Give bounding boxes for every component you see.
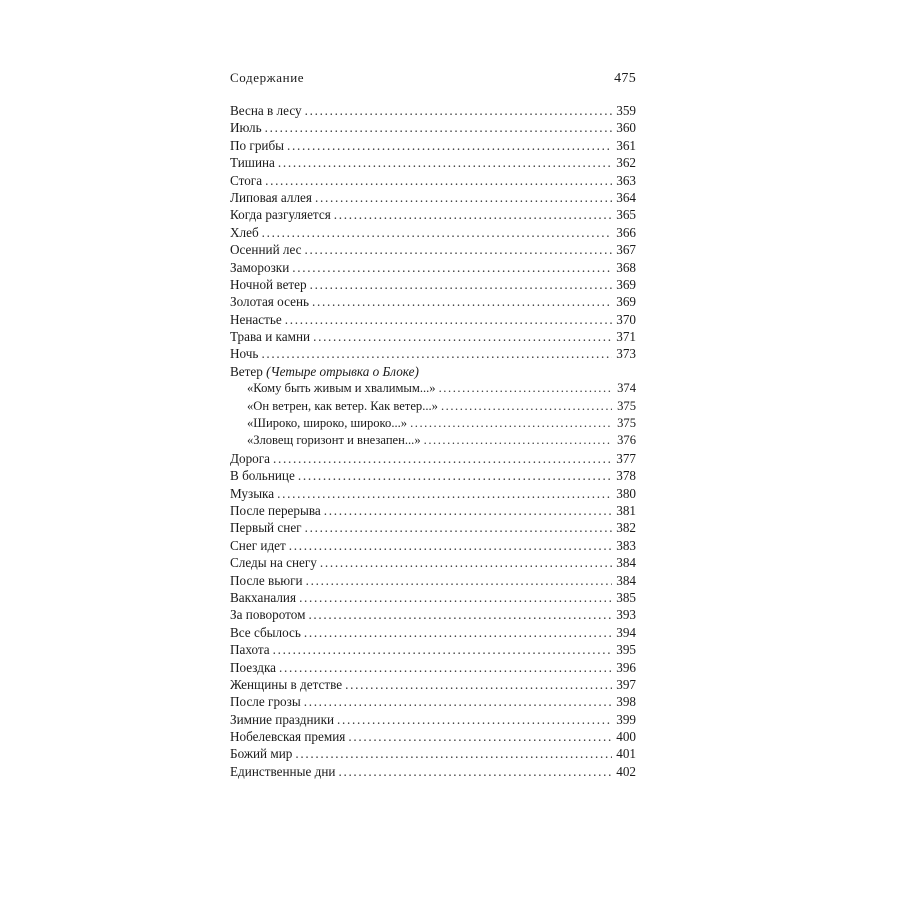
dot-leader — [324, 502, 612, 519]
toc-entry-title-text: Хлеб — [230, 224, 259, 240]
dot-leader — [306, 572, 612, 589]
toc-entry-title — [230, 137, 287, 154]
toc-entry-title — [230, 311, 285, 328]
dot-leader — [345, 676, 612, 693]
dot-leader — [304, 693, 612, 710]
toc-entry-title-text: Зимние праздники — [230, 711, 335, 727]
toc-entry-title-text: Когда разгуляется — [230, 207, 331, 223]
toc-entry — [230, 502, 636, 519]
toc-entry — [230, 345, 636, 362]
toc-entry-title-text: Дорога — [230, 450, 271, 466]
toc-entry-title — [230, 224, 262, 241]
toc-entry-title-text: Заморозки — [230, 259, 290, 275]
toc-entry-title — [230, 763, 338, 780]
toc-entry-page: 375 — [617, 398, 636, 413]
toc-entry-title — [230, 572, 306, 589]
toc-entry — [230, 763, 636, 780]
toc-entry-title — [230, 467, 298, 484]
toc-entry-title — [230, 363, 422, 380]
toc-entry-page: 359 — [616, 103, 636, 118]
toc-entry — [230, 189, 636, 206]
toc-entry-title-text: Снег идет — [230, 537, 286, 553]
toc-entry-title — [230, 693, 304, 710]
section-title: Содержание — [230, 70, 305, 85]
toc-entry-title — [230, 537, 289, 554]
toc-entry — [230, 450, 636, 467]
toc-entry-title — [247, 432, 424, 449]
toc-entry-title — [247, 380, 439, 397]
toc-entry-title — [230, 259, 292, 276]
toc-entry-page: 394 — [616, 624, 636, 640]
toc-entry-title-text: После вьюги — [230, 572, 303, 588]
toc-entry-page: 383 — [616, 537, 636, 553]
toc-entry-page: 375 — [617, 416, 636, 431]
toc-entry-title — [230, 189, 315, 206]
dot-leader — [312, 293, 612, 310]
toc-entry-title — [230, 624, 304, 641]
page-number: 475 — [614, 71, 636, 86]
toc-entry-title-text: Тишина — [230, 155, 275, 171]
table-of-contents — [230, 102, 636, 780]
toc-entry — [230, 206, 636, 223]
toc-entry-page: 360 — [616, 120, 636, 136]
dot-leader — [439, 380, 612, 397]
toc-entry — [230, 641, 636, 658]
toc-entry-title-text: По грибы — [230, 137, 285, 153]
toc-entry-title-text: Ненастье — [230, 311, 282, 327]
toc-entry-page: 374 — [617, 381, 636, 396]
toc-entry-page: 393 — [616, 607, 636, 623]
toc-entry — [230, 693, 636, 710]
dot-leader — [305, 241, 612, 258]
toc-entry — [230, 293, 636, 310]
toc-entry-title — [230, 485, 277, 502]
toc-entry-title-text: Поездка — [230, 659, 277, 675]
toc-entry-page: 398 — [616, 694, 636, 710]
dot-leader — [441, 398, 612, 415]
toc-entry — [230, 659, 636, 676]
toc-entry — [230, 119, 636, 136]
dot-leader — [315, 189, 612, 206]
toc-entry — [230, 102, 636, 119]
toc-entry-title-text: Все сбылось — [230, 624, 301, 640]
dot-leader — [320, 554, 612, 571]
toc-entry-title-text: Божий мир — [230, 746, 293, 762]
toc-entry-title — [230, 711, 337, 728]
toc-entry-page: 366 — [616, 224, 636, 240]
toc-entry-page: 368 — [616, 259, 636, 275]
toc-entry-title — [230, 328, 313, 345]
toc-entry-page: 382 — [616, 520, 636, 536]
toc-entry — [230, 276, 636, 293]
dot-leader — [348, 728, 612, 745]
dot-leader — [298, 467, 612, 484]
toc-entry-title — [230, 293, 312, 310]
toc-entry — [230, 154, 636, 171]
toc-entry-page: 362 — [616, 155, 636, 171]
toc-entry-title-text: Весна в лесу — [230, 103, 302, 118]
dot-leader — [287, 137, 612, 154]
toc-entry — [230, 624, 636, 641]
toc-entry-title-text: «Широко, широко, широко...» — [247, 416, 408, 431]
toc-entry-title — [230, 502, 324, 519]
dot-leader — [305, 102, 612, 119]
dot-leader — [278, 154, 612, 171]
toc-entry — [230, 711, 636, 728]
toc-entry-page: 397 — [616, 676, 636, 692]
toc-entry-page: 376 — [617, 433, 636, 448]
toc-entry-title-text: Нобелевская премия — [230, 729, 346, 745]
toc-entry — [230, 259, 636, 276]
toc-entry-title-text: Золотая осень — [230, 294, 310, 310]
toc-entry-page: 367 — [616, 242, 636, 258]
toc-heading — [230, 363, 636, 380]
toc-entry-title-text: «Кому быть живым и хвалимым...» — [247, 381, 436, 396]
dot-leader — [308, 606, 612, 623]
toc-entry — [230, 137, 636, 154]
toc-entry-page: 377 — [616, 450, 636, 466]
toc-entry-title — [230, 606, 308, 623]
dot-leader — [285, 311, 612, 328]
toc-entry-page: 378 — [616, 468, 636, 484]
dot-leader — [262, 224, 612, 241]
toc-entry-page: 384 — [616, 572, 636, 588]
dot-leader — [410, 415, 612, 432]
toc-entry-title-text: Вакханалия — [230, 589, 297, 605]
dot-leader — [277, 485, 612, 502]
running-head — [230, 70, 636, 92]
toc-entry-page: 373 — [616, 346, 636, 362]
toc-entry-title-text: После перерыва — [230, 502, 321, 518]
dot-leader — [292, 259, 612, 276]
toc-entry — [230, 537, 636, 554]
toc-entry — [230, 398, 636, 415]
toc-entry-title-text: Липовая аллея — [230, 189, 312, 205]
toc-entry-page: 400 — [616, 729, 636, 745]
toc-entry-title — [230, 102, 305, 119]
toc-entry-page: 399 — [616, 711, 636, 727]
toc-entry — [230, 328, 636, 345]
toc-entry-title-text: За поворотом — [230, 607, 306, 623]
toc-entry — [230, 415, 636, 432]
toc-entry-title — [230, 119, 265, 136]
toc-entry-page: 385 — [616, 589, 636, 605]
toc-entry-title-text: Июль — [230, 120, 262, 136]
toc-entry-title-text: Трава и камни — [230, 329, 311, 345]
toc-entry-title — [230, 659, 279, 676]
dot-leader — [299, 589, 612, 606]
toc-entry — [230, 589, 636, 606]
toc-entry — [230, 728, 636, 745]
toc-entry-page: 370 — [616, 311, 636, 327]
toc-entry-page: 380 — [616, 485, 636, 501]
toc-entry-page: 369 — [616, 276, 636, 292]
toc-entry-page: 371 — [616, 329, 636, 345]
toc-entry — [230, 554, 636, 571]
toc-entry-title — [230, 728, 348, 745]
toc-entry-title — [230, 172, 265, 189]
dot-leader — [338, 763, 612, 780]
toc-entry-title — [247, 415, 410, 432]
dot-leader — [424, 432, 612, 449]
toc-entry-page: 381 — [616, 502, 636, 518]
toc-entry — [230, 485, 636, 502]
toc-entry-title-text: Ветер — [230, 363, 263, 379]
toc-entry — [230, 572, 636, 589]
toc-entry-title — [230, 519, 305, 536]
toc-entry-title — [230, 276, 310, 293]
toc-entry — [230, 606, 636, 623]
toc-entry — [230, 676, 636, 693]
toc-entry-title-text: Ночь — [230, 346, 259, 362]
toc-entry-page: 363 — [616, 172, 636, 188]
toc-entry-title — [230, 589, 299, 606]
toc-entry-page: 361 — [616, 137, 636, 153]
book-page — [230, 70, 636, 779]
dot-leader — [295, 745, 612, 762]
toc-entry — [230, 311, 636, 328]
dot-leader — [273, 641, 612, 658]
toc-entry — [230, 224, 636, 241]
dot-leader — [337, 711, 612, 728]
toc-entry-title — [230, 450, 273, 467]
toc-entry-title — [230, 154, 278, 171]
toc-entry-subtitle: (Четыре отрывка о Блоке) — [266, 363, 419, 379]
toc-entry-title-text: Осенний лес — [230, 242, 302, 258]
toc-entry-title-text: После грозы — [230, 694, 301, 710]
dot-leader — [279, 659, 612, 676]
toc-entry — [230, 380, 636, 397]
toc-entry — [230, 432, 636, 449]
toc-entry-title-text: Стога — [230, 172, 263, 188]
toc-entry — [230, 467, 636, 484]
toc-entry-page: 401 — [616, 746, 636, 762]
dot-leader — [304, 624, 612, 641]
dot-leader — [305, 519, 612, 536]
toc-entry-page: 365 — [616, 207, 636, 223]
dot-leader — [265, 119, 612, 136]
dot-leader — [261, 345, 612, 362]
toc-entry-page: 384 — [616, 555, 636, 571]
toc-entry — [230, 745, 636, 762]
toc-entry-page: 396 — [616, 659, 636, 675]
toc-entry-title-text: Пахота — [230, 642, 270, 658]
toc-entry-page: 369 — [616, 294, 636, 310]
dot-leader — [289, 537, 612, 554]
toc-entry-title — [230, 641, 273, 658]
toc-entry-title-text: Первый снег — [230, 520, 302, 536]
toc-entry-title — [230, 345, 261, 362]
toc-entry-title-text: Единственные дни — [230, 763, 336, 779]
toc-entry-title-text: «Он ветрен, как ветер. Как ветер...» — [247, 398, 438, 413]
toc-entry-page: 402 — [616, 763, 636, 779]
toc-entry-title-text: Следы на снегу — [230, 555, 317, 571]
toc-entry-page: 395 — [616, 642, 636, 658]
toc-entry-title-text: «Зловещ горизонт и внезапен...» — [247, 433, 421, 448]
toc-entry-title-text: В больнице — [230, 468, 295, 484]
toc-entry-title — [230, 241, 305, 258]
toc-entry — [230, 519, 636, 536]
toc-entry-title — [230, 554, 320, 571]
toc-entry — [230, 172, 636, 189]
toc-entry-title — [247, 398, 441, 415]
toc-entry-title — [230, 206, 334, 223]
toc-entry-title-text: Женщины в детстве — [230, 676, 343, 692]
toc-entry — [230, 241, 636, 258]
toc-entry-title — [230, 745, 295, 762]
toc-entry-title-text: Музыка — [230, 485, 275, 501]
dot-leader — [265, 172, 612, 189]
dot-leader — [273, 450, 612, 467]
dot-leader — [313, 328, 612, 345]
dot-leader — [310, 276, 612, 293]
toc-entry-page: 364 — [616, 189, 636, 205]
dot-leader — [334, 206, 612, 223]
toc-entry-title-text: Ночной ветер — [230, 276, 307, 292]
toc-entry-title — [230, 676, 345, 693]
